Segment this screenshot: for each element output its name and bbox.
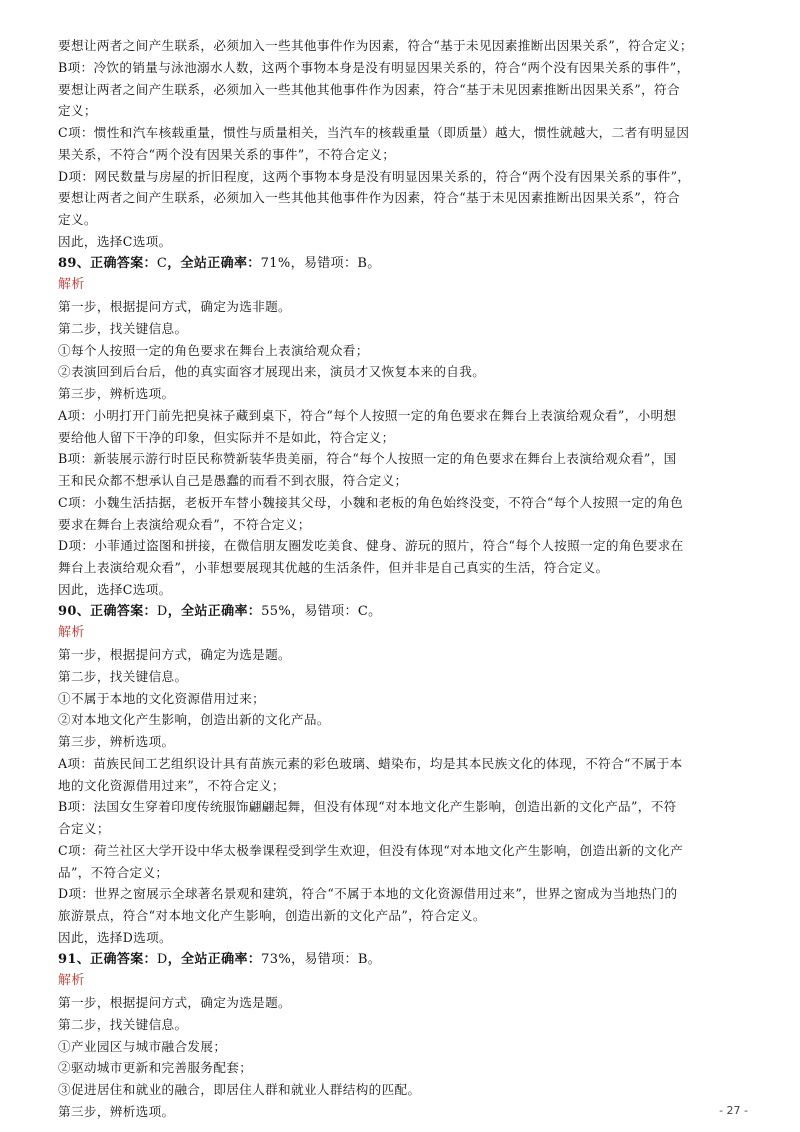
text-line: 第一步，根据提问方式，确定为选是题。 — [58, 995, 291, 1010]
error-prone-option: ，易错项：B。 — [290, 255, 381, 271]
text-line: B项：冷饮的销量与泳池溺水人数，这两个事物本身是没有明显因果关系的，符合“两个没有因果关系的事件”， — [58, 59, 690, 75]
text-line: 要求在舞台上表演给观众看”，不符合定义； — [58, 516, 311, 532]
accuracy-rate: 55% — [261, 603, 292, 619]
text-line: 第二步，找关键信息。 — [58, 320, 188, 336]
text-line: 定义； — [58, 103, 97, 119]
text-line: C项：小魏生活拮据，老板开车替小魏接其父母，小魏和老板的角色始终没变，不符合“每个人按照一定的角色 — [58, 494, 684, 510]
text-line: 因此，选择C选项。 — [58, 233, 172, 249]
text-line: 旅游景点，符合“对本地文化产生影响，创造出新的文化产品”，符合定义。 — [58, 908, 486, 923]
accuracy-label: ，全站正确率： — [167, 255, 261, 271]
accuracy-rate: 73% — [261, 951, 292, 967]
text-line: 要想让两者之间产生联系，必须加入一些其他事件作为因素，符合“基于未见因素推断出因果关系”，符合定义； — [58, 38, 693, 53]
text-line: 第一步，根据提问方式，确定为选非题。 — [58, 299, 291, 314]
text-line: D项：网民数量与房屋的折旧程度，这两个事物本身是没有明显因果关系的，符合“两个没有因果关系的事件”， — [58, 168, 691, 184]
answer-header — [58, 254, 748, 274]
text-line: 要想让两者之间产生联系，必须加入一些其他其他事件作为因素，符合“基于未见因素推断出因果关系”，符合 — [58, 190, 680, 206]
text-line: 第三步，辨析选项。 — [58, 734, 175, 749]
correct-answer: C — [156, 255, 168, 271]
text-line: A项：苗族民间工艺组织设计具有苗族元素的彩色玻璃、蜡染布，均是其本民族文化的体现，不符合“不属于本 — [58, 755, 683, 771]
accuracy-label: ，全站正确率： — [167, 951, 262, 967]
text-line: A项：小明打开门前先把臭袜子藏到桌下，符合“每个人按照一定的角色要求在舞台上表演给观众看”，小明想 — [58, 407, 677, 423]
accuracy-label: ，全站正确率： — [167, 603, 262, 619]
text-line: ①产业园区与城市融合发展； — [58, 1038, 227, 1054]
answer-header — [58, 602, 748, 622]
text-line: 因此，选择D选项。 — [58, 929, 172, 945]
analysis-heading: 解析 — [58, 625, 85, 641]
text-line: 品”，不符合定义； — [58, 864, 169, 880]
correct-answer: D — [156, 603, 168, 619]
text-line: 第二步，找关键信息。 — [58, 1016, 188, 1032]
answer-label: 90、正确答案： — [58, 603, 157, 619]
text-line: 舞台上表演给观众看”，小菲想要展现其优越的生活条件，但并非是自己真实的生活，符合定义。 — [58, 560, 609, 575]
text-line: C项：荷兰社区大学开设中华太极拳课程受到学生欢迎，但没有体现“对本地文化产生影响，创造出新的文化产 — [58, 842, 684, 858]
text-line: 第三步，辨析选项。 — [58, 1103, 175, 1119]
text-line: 果关系，不符合“两个没有因果关系的事件”，不符合定义； — [58, 146, 396, 162]
correct-answer: D — [156, 951, 168, 967]
text-line: 要想让两者之间产生联系，必须加入一些其他其他事件作为因素，符合“基于未见因素推断出因果关系”，符合 — [58, 81, 680, 97]
text-line: 要给他人留下干净的印象，但实际并不是如此，符合定义； — [58, 429, 395, 445]
text-line: ①不属于本地的文化资源借用过来； — [58, 690, 266, 706]
page-number: - 27 - — [719, 1104, 748, 1117]
answer-label: 91、正确答案： — [58, 951, 157, 967]
analysis-heading: 解析 — [58, 973, 85, 989]
error-prone-option: ，易错项：C。 — [291, 603, 382, 619]
text-line: B项：法国女生穿着印度传统服饰翩翩起舞，但没有体现“对本地文化产生影响，创造出新的文化产品”，不符 — [58, 799, 677, 815]
text-line: 第二步，找关键信息。 — [58, 668, 188, 684]
text-line: 定义。 — [58, 212, 97, 227]
text-line: B项：新装展示游行时臣民称赞新装华贵美丽，符合“每个人按照一定的角色要求在舞台上表演给观众看”，国 — [58, 451, 677, 467]
text-line: ②驱动城市更新和完善服务配套； — [58, 1060, 253, 1076]
text-line: D项：世界之窗展示全球著名景观和建筑，符合“不属于本地的文化资源借用过来”，世界之窗成为当地热门的 — [58, 886, 678, 902]
text-line: 地的文化资源借用过来”，不符合定义； — [58, 777, 285, 793]
text-line: 合定义； — [58, 821, 110, 836]
text-line: ②表演回到后台后，他的真实面容才展现出来，演员才又恢复本来的自我。 — [58, 364, 486, 380]
analysis-heading: 解析 — [58, 277, 85, 293]
text-line: 王和民众都不想承认自己是愚蠢的而看不到衣服，符合定义； — [58, 473, 408, 488]
text-line: C项：惯性和汽车核载重量，惯性与质量相关，当汽车的核载重量（即质量）越大，惯性就越大，二者有明显因 — [58, 125, 690, 140]
answer-label: 89、正确答案： — [58, 255, 157, 271]
text-line: ②对本地文化产生影响，创造出新的文化产品。 — [58, 712, 330, 728]
text-line: 第一步，根据提问方式，确定为选是题。 — [58, 647, 291, 662]
text-line: ③促进居住和就业的融合，即居住人群和就业人群结构的匹配。 — [58, 1082, 421, 1097]
error-prone-option: ，易错项：B。 — [291, 951, 382, 967]
answer-header — [58, 950, 748, 970]
text-line: 因此，选择C选项。 — [58, 581, 172, 597]
text-line: D项：小菲通过盗图和拼接，在微信朋友圈发吃美食、健身、游玩的照片，符合“每个人按照一定的角色要求在 — [58, 538, 684, 554]
text-line: 第三步，辨析选项。 — [58, 386, 175, 401]
text-line: ①每个人按照一定的角色要求在舞台上表演给观众看； — [58, 342, 369, 358]
accuracy-rate: 71% — [260, 255, 291, 271]
